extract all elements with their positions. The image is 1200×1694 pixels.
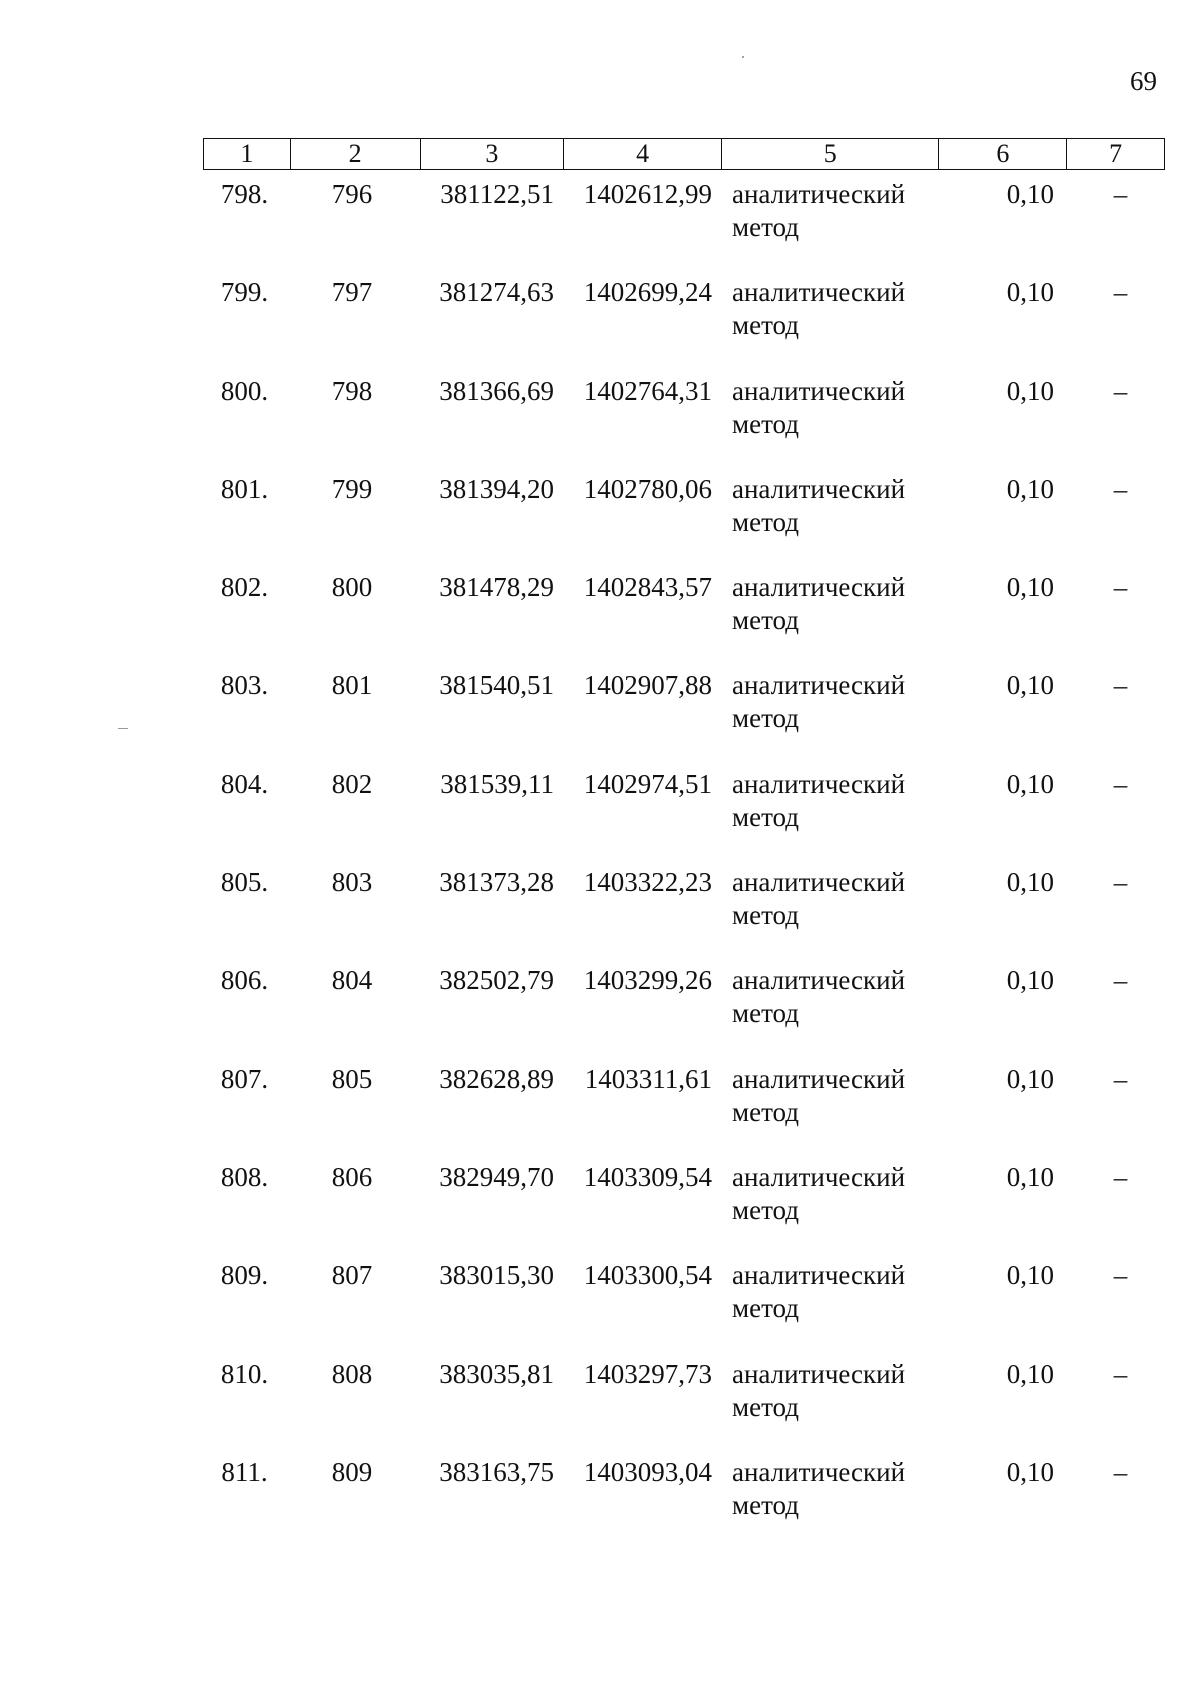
method-cell: [722, 669, 940, 759]
table-row: [203, 367, 1165, 465]
coordinate-x-cell: 383163,75: [439, 1456, 554, 1487]
column-header: 3: [421, 139, 565, 169]
row-number-cell: 811.: [221, 1456, 268, 1487]
note-cell: –: [1113, 1063, 1128, 1094]
method-line-2: метод: [732, 506, 799, 537]
method-cell: [722, 866, 940, 956]
coordinate-y-cell: 1402764,31: [583, 375, 712, 406]
accuracy-cell: 0,10: [1006, 965, 1054, 996]
accuracy-cell: 0,10: [1006, 473, 1054, 504]
method-line-2: метод: [732, 801, 799, 832]
method-line-1: аналитический: [732, 1063, 906, 1094]
column-header: 1: [204, 139, 291, 169]
method-cell: [722, 473, 940, 563]
accuracy-cell: 0,10: [1006, 1063, 1054, 1094]
method-line-2: метод: [732, 703, 799, 734]
point-number-cell: 808: [331, 1358, 373, 1389]
note-cell: –: [1113, 375, 1128, 406]
note-cell: –: [1113, 670, 1128, 701]
method-line-2: метод: [732, 900, 799, 931]
row-number-cell: 807.: [220, 1063, 269, 1094]
column-header: 2: [291, 139, 421, 169]
method-cell: [722, 375, 940, 465]
accuracy-cell: 0,10: [1006, 277, 1054, 308]
coordinate-y-cell: 1403093,04: [583, 1456, 712, 1487]
coordinate-y-cell: 1403299,26: [583, 965, 712, 996]
table-row: [203, 1251, 1165, 1349]
coordinate-x-cell: 381373,28: [439, 867, 554, 898]
point-number-cell: 798: [331, 375, 373, 406]
row-number-cell: 803.: [220, 670, 269, 701]
method-line-1: аналитический: [732, 1161, 906, 1192]
point-number-cell: 806: [331, 1161, 373, 1192]
coordinate-x-cell: 381394,20: [439, 473, 554, 504]
accuracy-cell: 0,10: [1006, 375, 1054, 406]
coordinate-x-cell: 382628,89: [439, 1063, 554, 1094]
point-number-cell: 802: [331, 768, 373, 799]
row-number-cell: 806.: [220, 965, 269, 996]
point-number-cell: 807: [331, 1260, 373, 1291]
method-line-2: метод: [732, 1489, 799, 1520]
method-cell: [722, 768, 940, 858]
note-cell: –: [1113, 1161, 1128, 1192]
column-header: 5: [722, 139, 940, 169]
point-number-cell: 800: [331, 572, 373, 603]
point-number-cell: 805: [331, 1063, 373, 1094]
note-cell: –: [1113, 867, 1128, 898]
coordinate-y-cell: 1402907,88: [583, 670, 712, 701]
note-cell: –: [1113, 277, 1128, 308]
scan-speck: [742, 56, 744, 58]
coordinate-y-cell: 1402699,24: [583, 277, 712, 308]
accuracy-cell: 0,10: [1006, 1358, 1054, 1389]
point-number-cell: 804: [331, 965, 373, 996]
table-row: [203, 563, 1165, 661]
coordinate-y-cell: 1402974,51: [583, 768, 712, 799]
accuracy-cell: 0,10: [1006, 572, 1054, 603]
coordinates-table: [203, 138, 1165, 1546]
table-row: [203, 858, 1165, 956]
method-line-1: аналитический: [732, 179, 906, 209]
method-line-1: аналитический: [732, 1358, 906, 1389]
point-number-cell: 796: [331, 179, 373, 209]
coordinate-y-cell: 1403311,61: [584, 1063, 712, 1094]
row-number-cell: 808.: [220, 1161, 269, 1192]
note-cell: –: [1113, 768, 1128, 799]
coordinate-x-cell: 381122,51: [440, 179, 554, 209]
method-line-1: аналитический: [732, 375, 906, 406]
coordinate-x-cell: 381540,51: [439, 670, 554, 701]
method-line-2: метод: [732, 605, 799, 636]
coordinate-y-cell: 1403322,23: [583, 867, 712, 898]
method-line-1: аналитический: [732, 1456, 906, 1487]
table-row: [203, 268, 1165, 366]
method-cell: [722, 276, 940, 366]
coordinate-x-cell: 381274,63: [439, 277, 554, 308]
coordinate-y-cell: 1402843,57: [583, 572, 712, 603]
method-line-1: аналитический: [732, 277, 906, 308]
row-number-cell: 805.: [220, 867, 269, 898]
table-row: [203, 1153, 1165, 1251]
note-cell: –: [1113, 1358, 1128, 1389]
column-header: 7: [1109, 139, 1123, 168]
method-line-2: метод: [732, 1391, 799, 1422]
method-line-2: метод: [732, 408, 799, 439]
table-row: [203, 1350, 1165, 1448]
method-line-2: метод: [732, 1194, 799, 1225]
row-number-cell: 798.: [220, 179, 269, 209]
method-cell: [722, 1161, 940, 1251]
table-row: [203, 465, 1165, 563]
row-number-cell: 804.: [220, 768, 269, 799]
method-line-2: метод: [732, 1096, 799, 1127]
method-line-1: аналитический: [732, 867, 906, 898]
table-body: [203, 170, 1165, 1546]
coordinate-x-cell: 382949,70: [439, 1161, 554, 1192]
scan-speck: [118, 728, 128, 729]
table-row: [203, 661, 1165, 759]
note-cell: –: [1113, 1260, 1128, 1291]
method-line-2: метод: [732, 310, 799, 341]
row-number-cell: 810.: [220, 1358, 269, 1389]
method-line-2: метод: [732, 212, 799, 242]
method-cell: [722, 571, 940, 661]
point-number-cell: 799: [331, 473, 373, 504]
method-cell: [722, 178, 940, 268]
note-cell: –: [1113, 179, 1128, 209]
method-line-1: аналитический: [732, 572, 906, 603]
point-number-cell: 797: [331, 277, 373, 308]
method-cell: [722, 964, 940, 1054]
coordinate-y-cell: 1403300,54: [583, 1260, 712, 1291]
row-number-cell: 799.: [220, 277, 269, 308]
method-cell: [722, 1358, 940, 1448]
coordinate-x-cell: 383015,30: [439, 1260, 554, 1291]
coordinate-y-cell: 1403297,73: [583, 1358, 712, 1389]
method-cell: [722, 1259, 940, 1349]
point-number-cell: 801: [331, 670, 373, 701]
method-line-1: аналитический: [732, 473, 906, 504]
table-row: [203, 1055, 1165, 1153]
row-number-cell: 800.: [220, 375, 269, 406]
coordinate-x-cell: 381539,11: [440, 768, 554, 799]
point-number-cell: 809: [331, 1456, 373, 1487]
method-line-2: метод: [732, 1293, 799, 1324]
row-number-cell: 802.: [220, 572, 269, 603]
coordinate-y-cell: 1402780,06: [583, 473, 712, 504]
note-cell: –: [1113, 572, 1128, 603]
accuracy-cell: 0,10: [1006, 670, 1054, 701]
method-cell: [722, 1063, 940, 1153]
coordinate-y-cell: 1403309,54: [583, 1161, 712, 1192]
method-line-1: аналитический: [732, 965, 906, 996]
note-cell: –: [1113, 473, 1128, 504]
method-line-1: аналитический: [732, 1260, 906, 1291]
coordinate-y-cell: 1402612,99: [583, 179, 712, 209]
accuracy-cell: 0,10: [1006, 867, 1054, 898]
accuracy-cell: 0,10: [1006, 179, 1054, 209]
table-row: [203, 170, 1165, 268]
accuracy-cell: 0,10: [1006, 1260, 1054, 1291]
accuracy-cell: 0,10: [1006, 1456, 1054, 1487]
row-number-cell: 809.: [220, 1260, 269, 1291]
coordinate-x-cell: 382502,79: [439, 965, 554, 996]
method-line-1: аналитический: [732, 670, 906, 701]
coordinate-x-cell: 383035,81: [439, 1358, 554, 1389]
note-cell: –: [1113, 1456, 1128, 1487]
table-row: [203, 1448, 1165, 1546]
table-header-row: [203, 138, 1165, 170]
table-row: [203, 956, 1165, 1054]
coordinate-x-cell: 381366,69: [439, 375, 554, 406]
row-number-cell: 801.: [220, 473, 269, 504]
accuracy-cell: 0,10: [1006, 768, 1054, 799]
accuracy-cell: 0,10: [1006, 1161, 1054, 1192]
table-row: [203, 760, 1165, 858]
note-cell: –: [1113, 965, 1128, 996]
column-header: 4: [564, 139, 722, 169]
page-number: 69: [1130, 66, 1157, 96]
method-cell: [722, 1456, 940, 1546]
method-line-1: аналитический: [732, 768, 906, 799]
point-number-cell: 803: [331, 867, 373, 898]
coordinate-x-cell: 381478,29: [439, 572, 554, 603]
method-line-2: метод: [732, 998, 799, 1029]
column-header: 6: [939, 139, 1067, 169]
